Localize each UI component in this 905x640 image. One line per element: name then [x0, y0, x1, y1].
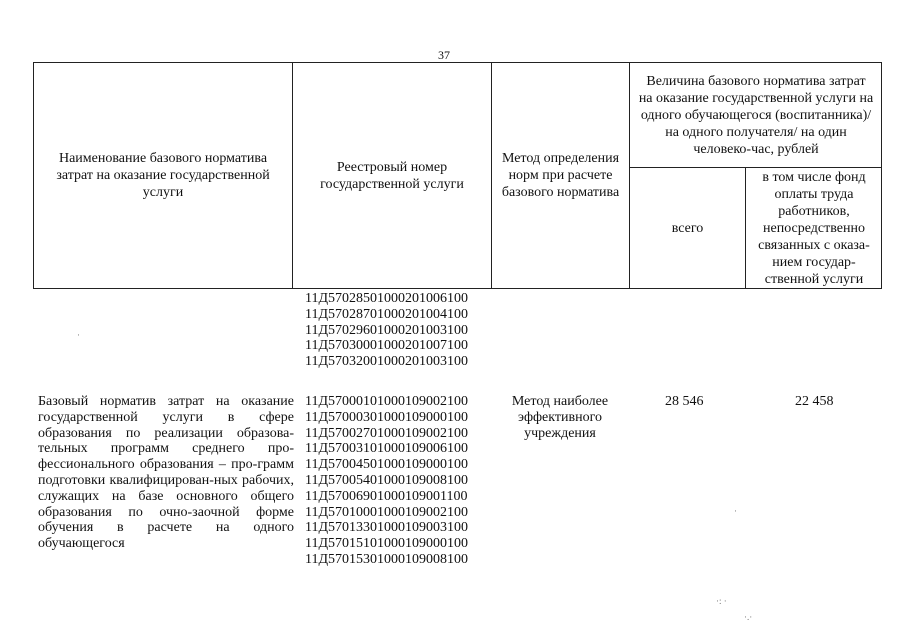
registry-code: 11Д57015101000109000100	[305, 536, 469, 552]
continued-registry-codes	[305, 291, 468, 370]
scan-speck: ·.·	[744, 612, 753, 622]
scan-speck: ·: ·	[716, 596, 727, 606]
header-registry-number: Реестровый номер государственной услуги	[320, 159, 464, 192]
registry-code: 11Д57005401000109008100	[305, 472, 469, 488]
registry-code: 11Д57013301000109003100	[305, 520, 469, 536]
registry-code: 11Д57028501000201006100	[305, 291, 469, 306]
registry-code: 11Д57000101000109002100	[305, 394, 469, 409]
scan-speck: ·	[734, 506, 737, 516]
registry-code: 11Д57015301000109008100	[305, 551, 469, 567]
header-name: Наименование базового норматива затрат на оказание государственной услуги	[56, 151, 270, 200]
table-header	[33, 62, 882, 289]
header-method: Метод определения норм при расчете базового норматива	[501, 151, 620, 200]
header-norm-value: Величина базового норматива затрат на оказание государственной услуги на одного обучающегося (воспитанника)/ на одного получателя/ на один человеко-час, рублей	[638, 73, 874, 157]
registry-code: 11Д57032001000201003100	[305, 354, 469, 370]
registry-code: 11Д57029601000201003100	[305, 322, 469, 338]
page-number: 37	[438, 48, 450, 62]
registry-code: 11Д57003101000109006100	[305, 441, 469, 457]
registry-code: 11Д57030001000201007100	[305, 338, 469, 354]
registry-code: 11Д57000301000109000100	[305, 409, 469, 425]
registry-code: 11Д57028701000201004100	[305, 306, 469, 322]
registry-code: 11Д57002701000109002100	[305, 425, 469, 441]
row-registry-codes	[305, 394, 468, 568]
row-total-value: 28 546	[665, 394, 704, 409]
row-name: Базовый норматив затрат на оказание государственной услуги в сфере образования по реализации образова-тельных программ среднего про-фессионального образования – про-грамм подготовки квалифицирован-ных рабочих, служащих на базе основного общего образования по очно-заочной форме обучения в расчете на одного обучающегося	[38, 394, 294, 552]
row-method: Метод наиболее эффективного учреждения	[511, 394, 609, 441]
header-payroll: в том числе фонд оплаты труда работников, непосредственно связанных с оказа-нием государ-ственной услуги	[758, 169, 870, 287]
scan-speck: ·	[77, 330, 80, 340]
registry-code: 11Д57006901000109001100	[305, 488, 468, 504]
registry-code: 11Д57010001000109002100	[305, 504, 469, 520]
header-total: всего	[671, 220, 704, 236]
row-payroll-value: 22 458	[795, 394, 834, 409]
registry-code: 11Д57004501000109000100	[305, 457, 469, 473]
